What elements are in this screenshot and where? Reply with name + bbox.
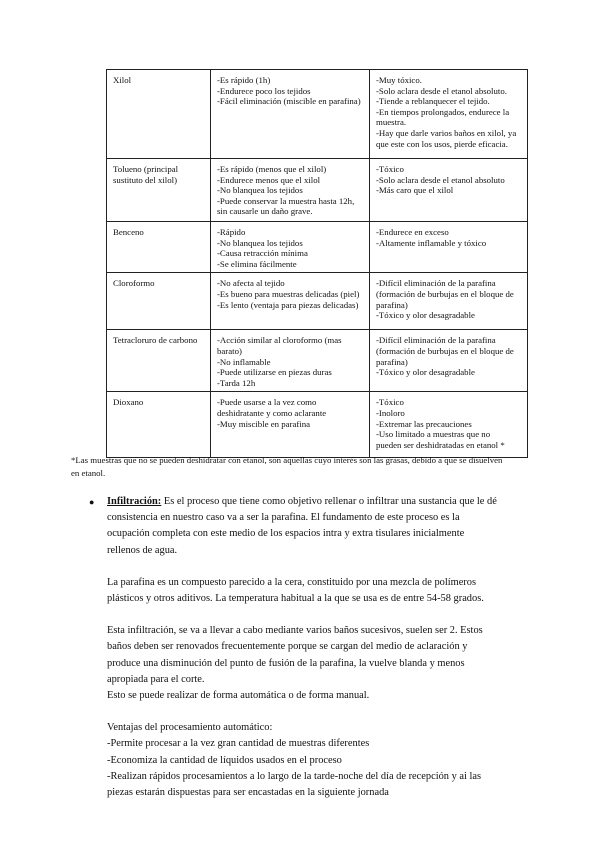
cell-line: -Difícil eliminación de la parafina — [376, 278, 496, 289]
agent-cell — [107, 222, 211, 273]
cell-line: parafina) — [376, 299, 408, 310]
agent-cell — [107, 159, 211, 222]
disadvantages-cell — [370, 330, 528, 392]
paragraph-line: baños deben ser renovados frecuentemente porque se cargan del medio de aclaración y — [107, 641, 468, 653]
bullet-icon: ● — [89, 497, 95, 507]
cell-line: -En tiempos prolongados, endurece la — [376, 106, 510, 117]
cell-line: que este con los usos, pierde eficacia. — [376, 138, 508, 149]
cell-line: barato) — [217, 345, 242, 356]
paragraph-line: -Economiza la cantidad de líquidos usados en el proceso — [107, 754, 342, 766]
cell-line: Xilol — [113, 75, 132, 85]
cell-line: -Muy miscible en parafina — [217, 418, 311, 429]
cell-line: -Difícil eliminación de la parafina — [376, 335, 496, 346]
cell-line: -Acción similar al cloroformo (mas — [217, 335, 342, 346]
cell-line: -Más caro que el xilol — [376, 185, 454, 196]
intro-first-line: Es el proceso que tiene como objetivo rellenar o infiltrar una sustancia que le dé — [161, 496, 497, 507]
cell-line: -Endurece poco los tejidos — [217, 85, 311, 96]
cell-line: Tetracloruro de carbono — [113, 335, 198, 346]
clearing-agents-table — [106, 69, 528, 458]
table-row — [107, 330, 528, 392]
table-row — [107, 70, 528, 159]
advantages-cell — [211, 70, 370, 159]
cell-line: -Fácil eliminación (miscible en parafina) — [217, 96, 361, 107]
cell-line: -No afecta al tejido — [217, 278, 285, 289]
cell-line: -Rápido — [217, 227, 246, 237]
cell-line: -Es rápido (1h) — [217, 75, 271, 85]
cell-line: -Es rápido (menos que el xilol) — [217, 164, 327, 174]
cell-line: Cloroformo — [113, 278, 155, 289]
cell-line: (formación de burbujas en el bloque de — [376, 345, 514, 356]
cell-line: (formación de burbujas en el bloque de — [376, 288, 514, 299]
infiltration-intro — [107, 494, 537, 559]
table-footnote — [71, 454, 531, 480]
disadvantages-cell — [370, 222, 528, 273]
cell-line: sin causarle un daño grave. — [217, 206, 313, 217]
agent-cell — [107, 330, 211, 392]
disadvantages-cell — [370, 159, 528, 222]
paragraph-line: piezas estarán dispuestas para ser encastadas en la siguiente jornada — [107, 787, 389, 799]
cell-line: -Se elimina fácilmente — [217, 258, 297, 269]
paragraph-line: -Realizan rápidos procesamientos a lo largo de la tarde-noche del día de recepción y ai las — [107, 770, 482, 782]
paraffin-paragraph — [107, 575, 537, 607]
cell-line: -Tóxico y olor desagradable — [376, 310, 475, 321]
paragraph-line: plásticos y otros aditivos. La temperatura habitual a la que se usa es de entre 54-58 grados. — [107, 593, 484, 605]
cell-line: -No blanquea los tejidos — [217, 185, 303, 196]
cell-line: pueden ser deshidratadas en etanol * — [376, 439, 505, 450]
cell-line: -Tiende a reblanquecer el tejido. — [376, 96, 490, 107]
cell-line: -Tarda 12h — [217, 377, 256, 388]
cell-line: muestra. — [376, 117, 407, 128]
paragraph-line: Esta infiltración, se va a llevar a cabo mediante varios baños sucesivos, suelen ser 2. Estos — [107, 625, 483, 637]
cell-line: sustituto del xilol) — [113, 174, 178, 185]
cell-line: -Causa retracción mínima — [217, 248, 308, 259]
advantages-cell — [211, 159, 370, 222]
cell-line: parafina) — [376, 356, 408, 367]
cell-line: Tolueno (principal — [113, 164, 179, 174]
agent-cell — [107, 392, 211, 458]
disadvantages-cell — [370, 70, 528, 159]
cell-line: -Solo aclara desde el etanol absoluto. — [376, 85, 507, 96]
disadvantages-cell — [370, 273, 528, 330]
cell-line: -Extremar las precauciones — [376, 418, 472, 429]
cell-line: -Tóxico — [376, 397, 404, 408]
cell-line: -Puede usarse a la vez como — [217, 397, 317, 408]
paragraph-line: Esto se puede realizar de forma automática o de forma manual. — [107, 690, 370, 702]
infiltration-section — [89, 494, 537, 801]
cell-line: -Muy tóxico. — [376, 75, 422, 85]
cell-line: -No blanquea los tejidos — [217, 237, 303, 248]
agent-cell — [107, 70, 211, 159]
table-row — [107, 159, 528, 222]
paragraph-line: produce una disminución del punto de fusión de la parafina, la vuelve blanda y menos — [107, 657, 465, 669]
cell-line: -Uso limitado a muestras que no — [376, 429, 491, 440]
agent-cell — [107, 273, 211, 330]
cell-line: -Puede conservar la muestra hasta 12h, — [217, 195, 355, 206]
cell-line: -Endurece en exceso — [376, 227, 449, 237]
disadvantages-cell — [370, 392, 528, 458]
table-row — [107, 222, 528, 273]
cell-line: -No inflamable — [217, 356, 271, 367]
footnote-line: *Las muestras que no se pueden deshidratar con etanol, son aquellas cuyo interés son las grasas, debido a que se disuelven — [71, 455, 503, 465]
cell-line: -Hay que darle varios baños en xilol, ya — [376, 127, 517, 138]
paragraph-line: -Permite procesar a la vez gran cantidad de muestras diferentes — [107, 738, 370, 750]
cell-line: -Tóxico — [376, 164, 404, 174]
section-term: Infiltración: — [107, 496, 162, 507]
cell-line: -Altamente inflamable y tóxico — [376, 237, 487, 248]
paragraph-line: Ventajas del procesamiento automático: — [107, 722, 273, 734]
advantages-cell — [211, 330, 370, 392]
cell-line: -Puede utilizarse en piezas duras — [217, 367, 332, 378]
cell-line: Benceno — [113, 227, 144, 237]
automatic-advantages-paragraph — [107, 720, 537, 801]
advantages-cell — [211, 392, 370, 458]
cell-line: -Solo aclara desde el etanol absoluto — [376, 174, 505, 185]
table-row — [107, 392, 528, 458]
cell-line: -Endurece menos que el xilol — [217, 174, 321, 185]
cell-line: deshidratante y como aclarante — [217, 407, 327, 418]
paragraph-line: apropiada para el corte. — [107, 673, 205, 685]
paragraph-line: La parafina es un compuesto parecido a la cera, constituido por una mezcla de polímeros — [107, 576, 477, 588]
cell-line: -Es bueno para muestras delicadas (piel) — [217, 288, 360, 299]
intro-line: ocupación completa con este medio de los espacios intra y extra tisulares inicialmente — [107, 528, 465, 540]
advantages-cell — [211, 222, 370, 273]
table-row — [107, 273, 528, 330]
cell-line: -Tóxico y olor desagradable — [376, 367, 475, 378]
cell-line: -Es lento (ventaja para piezas delicadas) — [217, 299, 359, 310]
advantages-cell — [211, 273, 370, 330]
baths-paragraph — [107, 623, 537, 704]
cell-line: -Inoloro — [376, 407, 405, 418]
intro-line: rellenos de agua. — [107, 544, 178, 556]
intro-line: consistencia en nuestro caso va a ser la parafina. El fundamento de este proceso es la — [107, 512, 460, 524]
footnote-line: en etanol. — [71, 468, 106, 478]
cell-line: Dioxano — [113, 397, 144, 408]
